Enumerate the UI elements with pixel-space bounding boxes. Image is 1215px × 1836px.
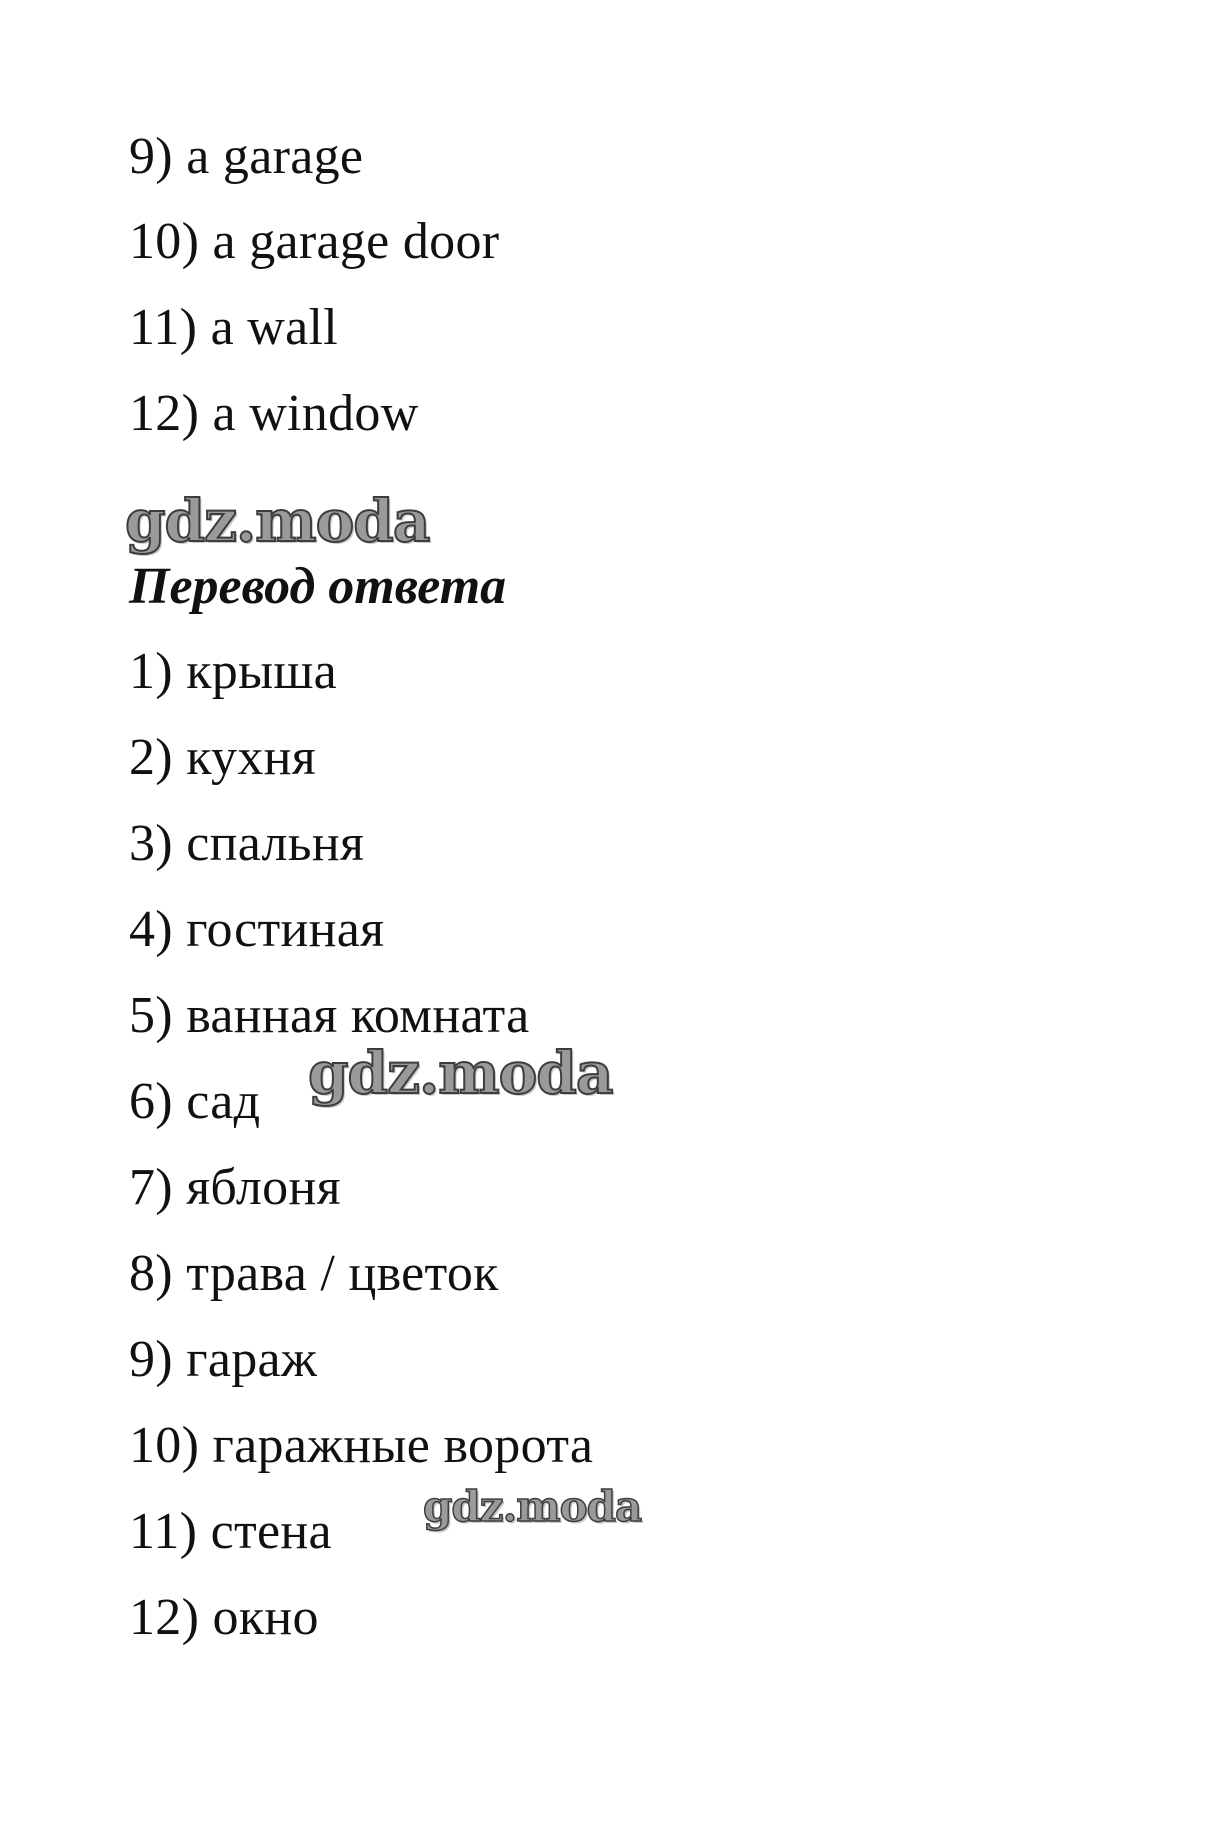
translation-item-8: 8) трава / цветок [129, 1245, 499, 1302]
translation-item-7: 7) яблоня [129, 1159, 341, 1216]
translation-item-2: 2) кухня [129, 729, 316, 786]
translation-item-4: 4) гостиная [129, 901, 385, 958]
translation-item-6: 6) сад [129, 1073, 261, 1130]
translation-item-12: 12) окно [129, 1589, 319, 1646]
english-item-10: 10) a garage door [129, 213, 500, 270]
english-item-11: 11) a wall [129, 299, 338, 356]
translation-item-10: 10) гаражные ворота [129, 1417, 594, 1474]
english-item-9: 9) a garage [129, 128, 364, 185]
translation-item-9: 9) гараж [129, 1331, 318, 1388]
translation-item-5: 5) ванная комната [129, 987, 530, 1044]
watermark-logo: gdz.moda [308, 1039, 613, 1107]
watermark-logo: gdz.moda [423, 1482, 642, 1531]
translation-heading: Перевод ответа [129, 558, 507, 615]
translation-item-11: 11) стена [129, 1503, 332, 1560]
english-item-12: 12) a window [129, 385, 419, 442]
translation-item-3: 3) спальня [129, 815, 365, 872]
translation-item-1: 1) крыша [129, 643, 338, 700]
watermark-logo: gdz.moda [125, 487, 430, 555]
